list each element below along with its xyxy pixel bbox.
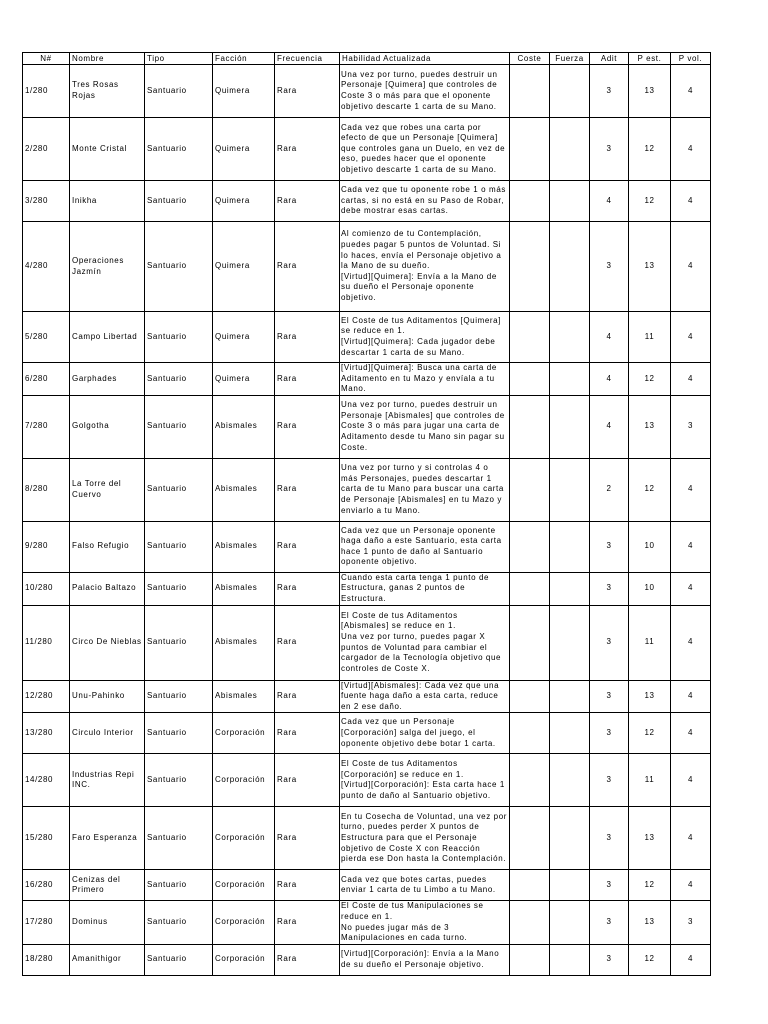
- cell-frecuencia: Rara: [275, 754, 340, 807]
- cell-coste: [510, 118, 550, 181]
- cell-adit: 3: [590, 118, 629, 181]
- cell-frecuencia: Rara: [275, 605, 340, 680]
- table-row: [23, 458, 711, 521]
- cell-coste: [510, 807, 550, 870]
- table-row: [23, 363, 711, 396]
- cell-faccion: Corporación: [213, 944, 275, 975]
- cell-nombre: Circo De Nieblas: [70, 605, 145, 680]
- cell-fuerza: [550, 65, 590, 118]
- cell-tipo: Santuario: [145, 901, 213, 944]
- header-coste: Coste: [510, 53, 550, 65]
- header-faccion: Facción: [213, 53, 275, 65]
- cell-coste: [510, 680, 550, 713]
- cell-num: 1/280: [23, 65, 70, 118]
- cell-pest: 13: [629, 395, 671, 458]
- cell-fuerza: [550, 395, 590, 458]
- cell-frecuencia: Rara: [275, 901, 340, 944]
- cell-coste: [510, 754, 550, 807]
- table-row: [23, 870, 711, 901]
- cell-frecuencia: Rara: [275, 222, 340, 312]
- cell-nombre: La Torre del Cuervo: [70, 458, 145, 521]
- cell-coste: [510, 944, 550, 975]
- cell-adit: 3: [590, 713, 629, 754]
- cell-num: 8/280: [23, 458, 70, 521]
- cell-nombre: Monte Cristal: [70, 118, 145, 181]
- cell-fuerza: [550, 754, 590, 807]
- cell-nombre: Amanithigor: [70, 944, 145, 975]
- cell-tipo: Santuario: [145, 807, 213, 870]
- cell-fuerza: [550, 680, 590, 713]
- table-row: [23, 222, 711, 312]
- cell-fuerza: [550, 312, 590, 363]
- table-row: [23, 181, 711, 222]
- cell-num: 5/280: [23, 312, 70, 363]
- cell-fuerza: [550, 181, 590, 222]
- table-row: [23, 521, 711, 572]
- cell-habilidad: [Virtud][Corporación]: Envía a la Mano de su dueño el Personaje objetivo.: [340, 944, 510, 975]
- cell-num: 16/280: [23, 870, 70, 901]
- cell-tipo: Santuario: [145, 944, 213, 975]
- cell-habilidad: [Virtud][Quimera]: Busca una carta de Aditamento en tu Mazo y envíala a tu Mano.: [340, 363, 510, 396]
- table-row: [23, 572, 711, 605]
- cell-fuerza: [550, 807, 590, 870]
- cell-adit: 3: [590, 754, 629, 807]
- cell-habilidad: Una vez por turno, puedes destruir un Personaje [Abismales] que controles de Coste 3 o más para jugar una carta de Aditamento desde tu Mano sin pagar su Coste.: [340, 395, 510, 458]
- table-row: [23, 713, 711, 754]
- cell-adit: 3: [590, 572, 629, 605]
- cell-nombre: Tres Rosas Rojas: [70, 65, 145, 118]
- cell-pvol: 4: [671, 680, 711, 713]
- cell-frecuencia: Rara: [275, 680, 340, 713]
- cell-nombre: Unu-Pahinko: [70, 680, 145, 713]
- cell-tipo: Santuario: [145, 521, 213, 572]
- cell-coste: [510, 901, 550, 944]
- cell-nombre: Golgotha: [70, 395, 145, 458]
- cell-pvol: 4: [671, 181, 711, 222]
- cell-coste: [510, 181, 550, 222]
- cell-frecuencia: Rara: [275, 572, 340, 605]
- cell-pest: 12: [629, 118, 671, 181]
- table-row: [23, 312, 711, 363]
- header-frecuencia: Frecuencia: [275, 53, 340, 65]
- cell-coste: [510, 395, 550, 458]
- cell-nombre: Campo Libertad: [70, 312, 145, 363]
- header-num: N#: [23, 53, 70, 65]
- table-row: [23, 754, 711, 807]
- cell-tipo: Santuario: [145, 572, 213, 605]
- cell-pest: 13: [629, 222, 671, 312]
- cell-num: 3/280: [23, 181, 70, 222]
- cell-pest: 10: [629, 572, 671, 605]
- cell-adit: 3: [590, 605, 629, 680]
- cell-pest: 10: [629, 521, 671, 572]
- cell-nombre: Garphades: [70, 363, 145, 396]
- cell-faccion: Quimera: [213, 181, 275, 222]
- cell-pest: 12: [629, 458, 671, 521]
- cell-frecuencia: Rara: [275, 713, 340, 754]
- cell-tipo: Santuario: [145, 680, 213, 713]
- cell-tipo: Santuario: [145, 754, 213, 807]
- cell-faccion: Corporación: [213, 754, 275, 807]
- cell-habilidad: El Coste de tus Aditamentos [Abismales] se reduce en 1. Una vez por turno, puedes pagar X puntos de Voluntad para cambiar el cargador de la Tecnología objetivo que controles de Coste X.: [340, 605, 510, 680]
- cell-habilidad: [Virtud][Abismales]: Cada vez que una fuente haga daño a esta carta, reduce en 2 ese daño.: [340, 680, 510, 713]
- cell-pest: 11: [629, 312, 671, 363]
- cell-pvol: 4: [671, 807, 711, 870]
- cell-tipo: Santuario: [145, 395, 213, 458]
- cell-faccion: Abismales: [213, 395, 275, 458]
- cell-pest: 13: [629, 680, 671, 713]
- cell-pvol: 4: [671, 222, 711, 312]
- cell-fuerza: [550, 222, 590, 312]
- cell-coste: [510, 605, 550, 680]
- cell-frecuencia: Rara: [275, 521, 340, 572]
- cell-frecuencia: Rara: [275, 395, 340, 458]
- cell-pest: 12: [629, 944, 671, 975]
- cell-frecuencia: Rara: [275, 118, 340, 181]
- cell-adit: 3: [590, 222, 629, 312]
- header-pvol: P vol.: [671, 53, 711, 65]
- cell-tipo: Santuario: [145, 65, 213, 118]
- table-row: [23, 680, 711, 713]
- cell-coste: [510, 521, 550, 572]
- cell-pvol: 4: [671, 363, 711, 396]
- cell-frecuencia: Rara: [275, 363, 340, 396]
- cell-nombre: Dominus: [70, 901, 145, 944]
- cell-coste: [510, 222, 550, 312]
- cell-fuerza: [550, 572, 590, 605]
- cell-pvol: 4: [671, 521, 711, 572]
- cell-nombre: Faro Esperanza: [70, 807, 145, 870]
- cell-coste: [510, 363, 550, 396]
- cell-habilidad: Cada vez que un Personaje oponente haga daño a este Santuario, esta carta hace 1 punto de daño al Santuario oponente objetivo.: [340, 521, 510, 572]
- cell-habilidad: Cada vez que robes una carta por efecto de que un Personaje [Quimera] que controles gana un Duelo, en vez de eso, puedes hacer que el oponente objetivo descarte 1 carta de su Mano.: [340, 118, 510, 181]
- cell-faccion: Corporación: [213, 713, 275, 754]
- cell-pvol: 3: [671, 901, 711, 944]
- cell-faccion: Corporación: [213, 807, 275, 870]
- cell-coste: [510, 713, 550, 754]
- cell-adit: 2: [590, 458, 629, 521]
- cell-num: 12/280: [23, 680, 70, 713]
- cell-pvol: 4: [671, 118, 711, 181]
- cell-faccion: Quimera: [213, 65, 275, 118]
- cell-coste: [510, 572, 550, 605]
- cell-fuerza: [550, 713, 590, 754]
- cell-adit: 3: [590, 680, 629, 713]
- cell-frecuencia: Rara: [275, 870, 340, 901]
- cell-tipo: Santuario: [145, 181, 213, 222]
- cell-faccion: Corporación: [213, 870, 275, 901]
- cell-adit: 3: [590, 901, 629, 944]
- cell-nombre: Falso Refugio: [70, 521, 145, 572]
- cell-num: 9/280: [23, 521, 70, 572]
- cell-pvol: 4: [671, 458, 711, 521]
- cell-fuerza: [550, 118, 590, 181]
- table-header: [23, 53, 711, 65]
- cell-pvol: 4: [671, 944, 711, 975]
- cell-pest: 13: [629, 901, 671, 944]
- header-tipo: Tipo: [145, 53, 213, 65]
- cell-faccion: Abismales: [213, 680, 275, 713]
- cell-nombre: Operaciones Jazmín: [70, 222, 145, 312]
- cell-num: 13/280: [23, 713, 70, 754]
- table-row: [23, 395, 711, 458]
- cell-faccion: Abismales: [213, 605, 275, 680]
- cell-tipo: Santuario: [145, 118, 213, 181]
- cell-tipo: Santuario: [145, 222, 213, 312]
- cell-pvol: 4: [671, 65, 711, 118]
- cell-fuerza: [550, 944, 590, 975]
- cell-coste: [510, 870, 550, 901]
- table-row: [23, 605, 711, 680]
- table-row: [23, 118, 711, 181]
- cell-num: 11/280: [23, 605, 70, 680]
- cell-faccion: Quimera: [213, 118, 275, 181]
- cell-faccion: Abismales: [213, 521, 275, 572]
- cell-adit: 3: [590, 807, 629, 870]
- table-row: [23, 901, 711, 944]
- cell-nombre: Circulo Interior: [70, 713, 145, 754]
- cell-tipo: Santuario: [145, 363, 213, 396]
- cell-num: 6/280: [23, 363, 70, 396]
- cell-adit: 4: [590, 181, 629, 222]
- cell-tipo: Santuario: [145, 605, 213, 680]
- cell-fuerza: [550, 605, 590, 680]
- cell-pvol: 4: [671, 713, 711, 754]
- cell-pest: 12: [629, 181, 671, 222]
- table-body: [23, 65, 711, 976]
- cell-nombre: Inikha: [70, 181, 145, 222]
- cell-frecuencia: Rara: [275, 65, 340, 118]
- cell-habilidad: El Coste de tus Manipulaciones se reduce en 1. No puedes jugar más de 3 Manipulaciones en cada turno.: [340, 901, 510, 944]
- cell-frecuencia: Rara: [275, 458, 340, 521]
- cell-pvol: 4: [671, 605, 711, 680]
- cell-pest: 12: [629, 713, 671, 754]
- header-pest: P est.: [629, 53, 671, 65]
- table-row: [23, 65, 711, 118]
- cell-fuerza: [550, 870, 590, 901]
- cell-habilidad: Una vez por turno, puedes destruir un Personaje [Quimera] que controles de Coste 3 o más para que el oponente objetivo descarte 1 carta de su Mano.: [340, 65, 510, 118]
- cell-habilidad: El Coste de tus Aditamentos [Corporación] se reduce en 1. [Virtud][Corporación]: Esta carta hace 1 punto de daño al Santuario objetivo.: [340, 754, 510, 807]
- cell-num: 15/280: [23, 807, 70, 870]
- cell-frecuencia: Rara: [275, 181, 340, 222]
- cell-pest: 11: [629, 605, 671, 680]
- cell-pest: 13: [629, 65, 671, 118]
- cell-num: 4/280: [23, 222, 70, 312]
- cell-habilidad: Cada vez que botes cartas, puedes enviar 1 carta de tu Limbo a tu Mano.: [340, 870, 510, 901]
- cell-frecuencia: Rara: [275, 807, 340, 870]
- cell-num: 2/280: [23, 118, 70, 181]
- cell-adit: 4: [590, 312, 629, 363]
- cell-fuerza: [550, 521, 590, 572]
- header-nombre: Nombre: [70, 53, 145, 65]
- cell-pvol: 4: [671, 870, 711, 901]
- cell-coste: [510, 458, 550, 521]
- cell-num: 10/280: [23, 572, 70, 605]
- cell-pvol: 4: [671, 312, 711, 363]
- cell-adit: 3: [590, 65, 629, 118]
- cell-fuerza: [550, 363, 590, 396]
- cell-tipo: Santuario: [145, 312, 213, 363]
- cell-num: 14/280: [23, 754, 70, 807]
- cell-pest: 11: [629, 754, 671, 807]
- cell-adit: 3: [590, 944, 629, 975]
- header-habilidad: Habilidad Actualizada: [340, 53, 510, 65]
- cell-nombre: Industrias Repi INC.: [70, 754, 145, 807]
- cell-frecuencia: Rara: [275, 944, 340, 975]
- cell-adit: 3: [590, 870, 629, 901]
- cell-habilidad: Una vez por turno y si controlas 4 o más Personajes, puedes descartar 1 carta de tu Mano para buscar una carta de Personaje [Abismales] en tu Mazo y enviarlo a tu Mano.: [340, 458, 510, 521]
- cell-faccion: Quimera: [213, 222, 275, 312]
- table-row: [23, 807, 711, 870]
- cell-habilidad: El Coste de tus Aditamentos [Quimera] se reduce en 1. [Virtud][Quimera]: Cada jugador debe descartar 1 carta de su Mano.: [340, 312, 510, 363]
- cell-tipo: Santuario: [145, 713, 213, 754]
- cell-num: 17/280: [23, 901, 70, 944]
- cell-adit: 4: [590, 363, 629, 396]
- cell-pest: 12: [629, 363, 671, 396]
- cell-habilidad: Cada vez que tu oponente robe 1 o más cartas, si no está en su Paso de Robar, debe mostrar esas cartas.: [340, 181, 510, 222]
- cell-coste: [510, 312, 550, 363]
- cell-pvol: 3: [671, 395, 711, 458]
- header-fuerza: Fuerza: [550, 53, 590, 65]
- cell-tipo: Santuario: [145, 458, 213, 521]
- cell-pest: 13: [629, 807, 671, 870]
- cell-faccion: Abismales: [213, 458, 275, 521]
- header-adit: Adit: [590, 53, 629, 65]
- cell-habilidad: Cada vez que un Personaje [Corporación] salga del juego, el oponente objetivo debe botar 1 carta.: [340, 713, 510, 754]
- cell-pvol: 4: [671, 754, 711, 807]
- cell-fuerza: [550, 901, 590, 944]
- cell-fuerza: [550, 458, 590, 521]
- cell-frecuencia: Rara: [275, 312, 340, 363]
- cell-faccion: Quimera: [213, 363, 275, 396]
- cell-num: 7/280: [23, 395, 70, 458]
- cell-adit: 3: [590, 521, 629, 572]
- cell-pest: 12: [629, 870, 671, 901]
- cell-habilidad: Al comienzo de tu Contemplación, puedes pagar 5 puntos de Voluntad. Si lo haces, envía el Personaje objetivo a la Mano de su dueño. [Virtud][Quimera]: Envía a la Mano de su dueño el Personaje oponente objetivo.: [340, 222, 510, 312]
- card-list-table: [22, 52, 711, 976]
- cell-faccion: Corporación: [213, 901, 275, 944]
- cell-tipo: Santuario: [145, 870, 213, 901]
- cell-habilidad: En tu Cosecha de Voluntad, una vez por turno, puedes perder X puntos de Estructura para que el Personaje objetivo de Coste X con Reacción pierda ese Don hasta la Contemplación.: [340, 807, 510, 870]
- cell-num: 18/280: [23, 944, 70, 975]
- cell-adit: 4: [590, 395, 629, 458]
- cell-habilidad: Cuando esta carta tenga 1 punto de Estructura, ganas 2 puntos de Estructura.: [340, 572, 510, 605]
- cell-faccion: Abismales: [213, 572, 275, 605]
- cell-pvol: 4: [671, 572, 711, 605]
- table-row: [23, 944, 711, 975]
- cell-faccion: Quimera: [213, 312, 275, 363]
- cell-nombre: Cenizas del Primero: [70, 870, 145, 901]
- cell-coste: [510, 65, 550, 118]
- cell-nombre: Palacio Baltazo: [70, 572, 145, 605]
